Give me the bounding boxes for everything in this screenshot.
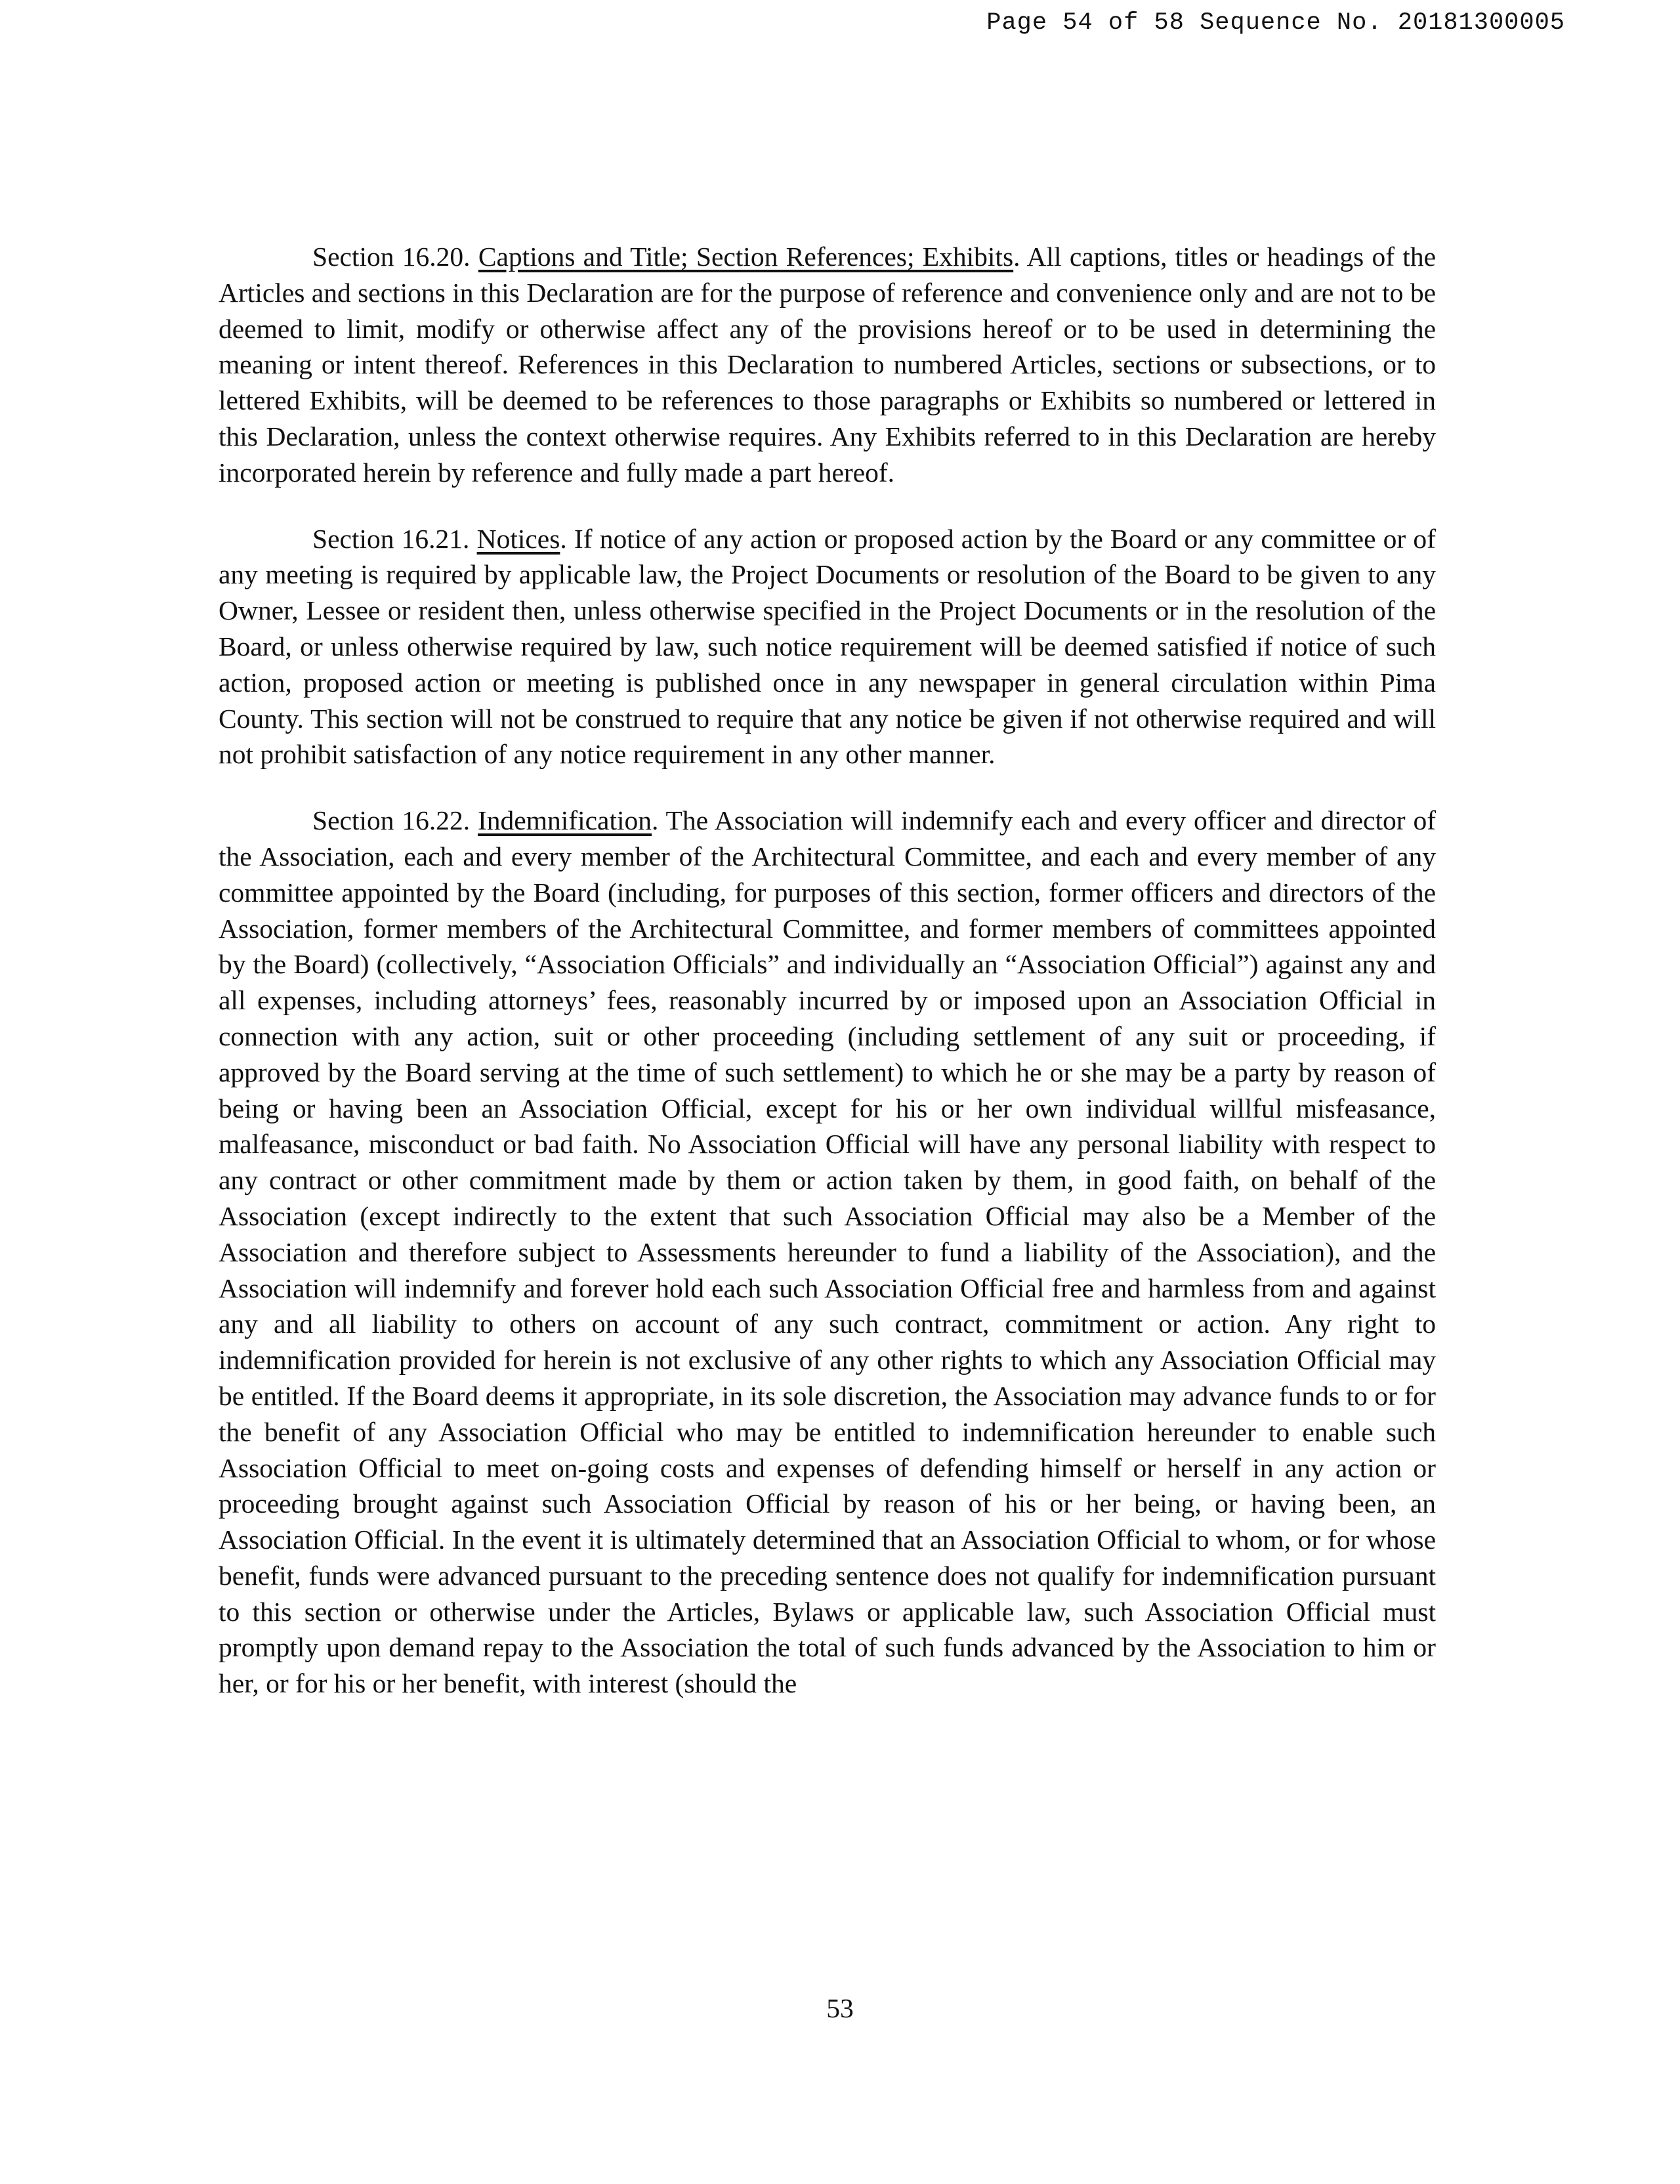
section-title: Indemnification (477, 805, 652, 836)
section-body: . The Association will indemnify each and every officer and director of the Association, each and every member of the Architectural Committee, and each and every member of any committee appointed by the Board (including, for purposes of this section, former officers and directors of the Association, former members of the Architectural Committee, and former members of committees appointed by the Board) (collectively, “Association Officials” and individually an “Association Official”) against any and all expenses, including attorneys’ fees, reasonably incurred by or imposed upon an Association Official in connection with any action, suit or other proceeding (including settlement of any suit or proceeding, if approved by the Board serving at the time of such settlement) to which he or she may be a party by reason of being or having been an Association Official, except for his or her own individual willful misfeasance, malfeasance, misconduct or bad faith. No Association Official will have any personal liability with respect to any contract or other commitment made by them or action taken by them, in good faith, on behalf of the Association (except indirectly to the extent that such Association Official may also be a Member of the Association and therefore subject to Assessments hereunder to fund a liability of the Association), and the Association will indemnify and forever hold each such Association Official free and harmless from and against any and all liability to others on account of any such contract, commitment or action. Any right to indemnification provided for herein is not exclusive of any other rights to which any Association Official may be entitled. If the Board deems it appropriate, in its sole discretion, the Association may advance funds to or for the benefit of any Association Official who may be entitled to indemnification hereunder to enable such Association Official to meet on-going costs and expenses of defending himself or herself in any action or proceeding brought against such Association Official by reason of his or her being, or having been, an Association Official. In the event it is ultimately determined that an Association Official to whom, or for whose benefit, funds were advanced pursuant to the preceding sentence does not qualify for indemnification pursuant to this section or otherwise under the Articles, Bylaws or applicable law, such Association Official must promptly upon demand repay to the Association the total of such funds advanced by the Association to him or her, or for his or her benefit, with interest (should the (219, 805, 1437, 1699)
page-number: 53 (826, 1993, 854, 2023)
section-16-22-paragraph (219, 803, 1436, 1702)
page-sequence-header: Page 54 of 58 Sequence No. 20181300005 (986, 9, 1565, 37)
section-16-21-paragraph (219, 521, 1436, 773)
section-number: Section 16.21. (312, 523, 470, 554)
section-body: . All captions, titles or headings of the Articles and sections in this Declaration are for the purpose of reference and convenience only and are not to be deemed to limit, modify or otherwise affect any of the provisions hereof or to be used in determining the meaning or intent thereof. References in this Declaration to numbered Articles, sections or subsections, or to lettered Exhibits, will be deemed to be references to those paragraphs or Exhibits so numbered or lettered in this Declaration, unless the context otherwise requires. Any Exhibits referred to in this Declaration are hereby incorporated herein by reference and fully made a part hereof. (219, 242, 1437, 488)
section-16-20-paragraph (219, 239, 1436, 491)
section-title: Notices (476, 523, 560, 554)
document-body (219, 239, 1436, 1732)
section-body: . If notice of any action or proposed action by the Board or any committee or of any meeting is required by applicable law, the Project Documents or resolution of the Board to be given to any Owner, Lessee or resident then, unless otherwise specified in the Project Documents or in the resolution of the Board, or unless otherwise required by law, such notice requirement will be deemed satisfied if notice of such action, proposed action or meeting is published once in any newspaper in general circulation within Pima County. This section will not be construed to require that any notice be given if not otherwise required and will not prohibit satisfaction of any notice requirement in any other manner. (219, 523, 1437, 770)
section-number: Section 16.22. (312, 805, 471, 836)
section-number: Section 16.20. (312, 242, 471, 272)
section-title: Captions and Title; Section References; Exhibits (478, 242, 1014, 272)
